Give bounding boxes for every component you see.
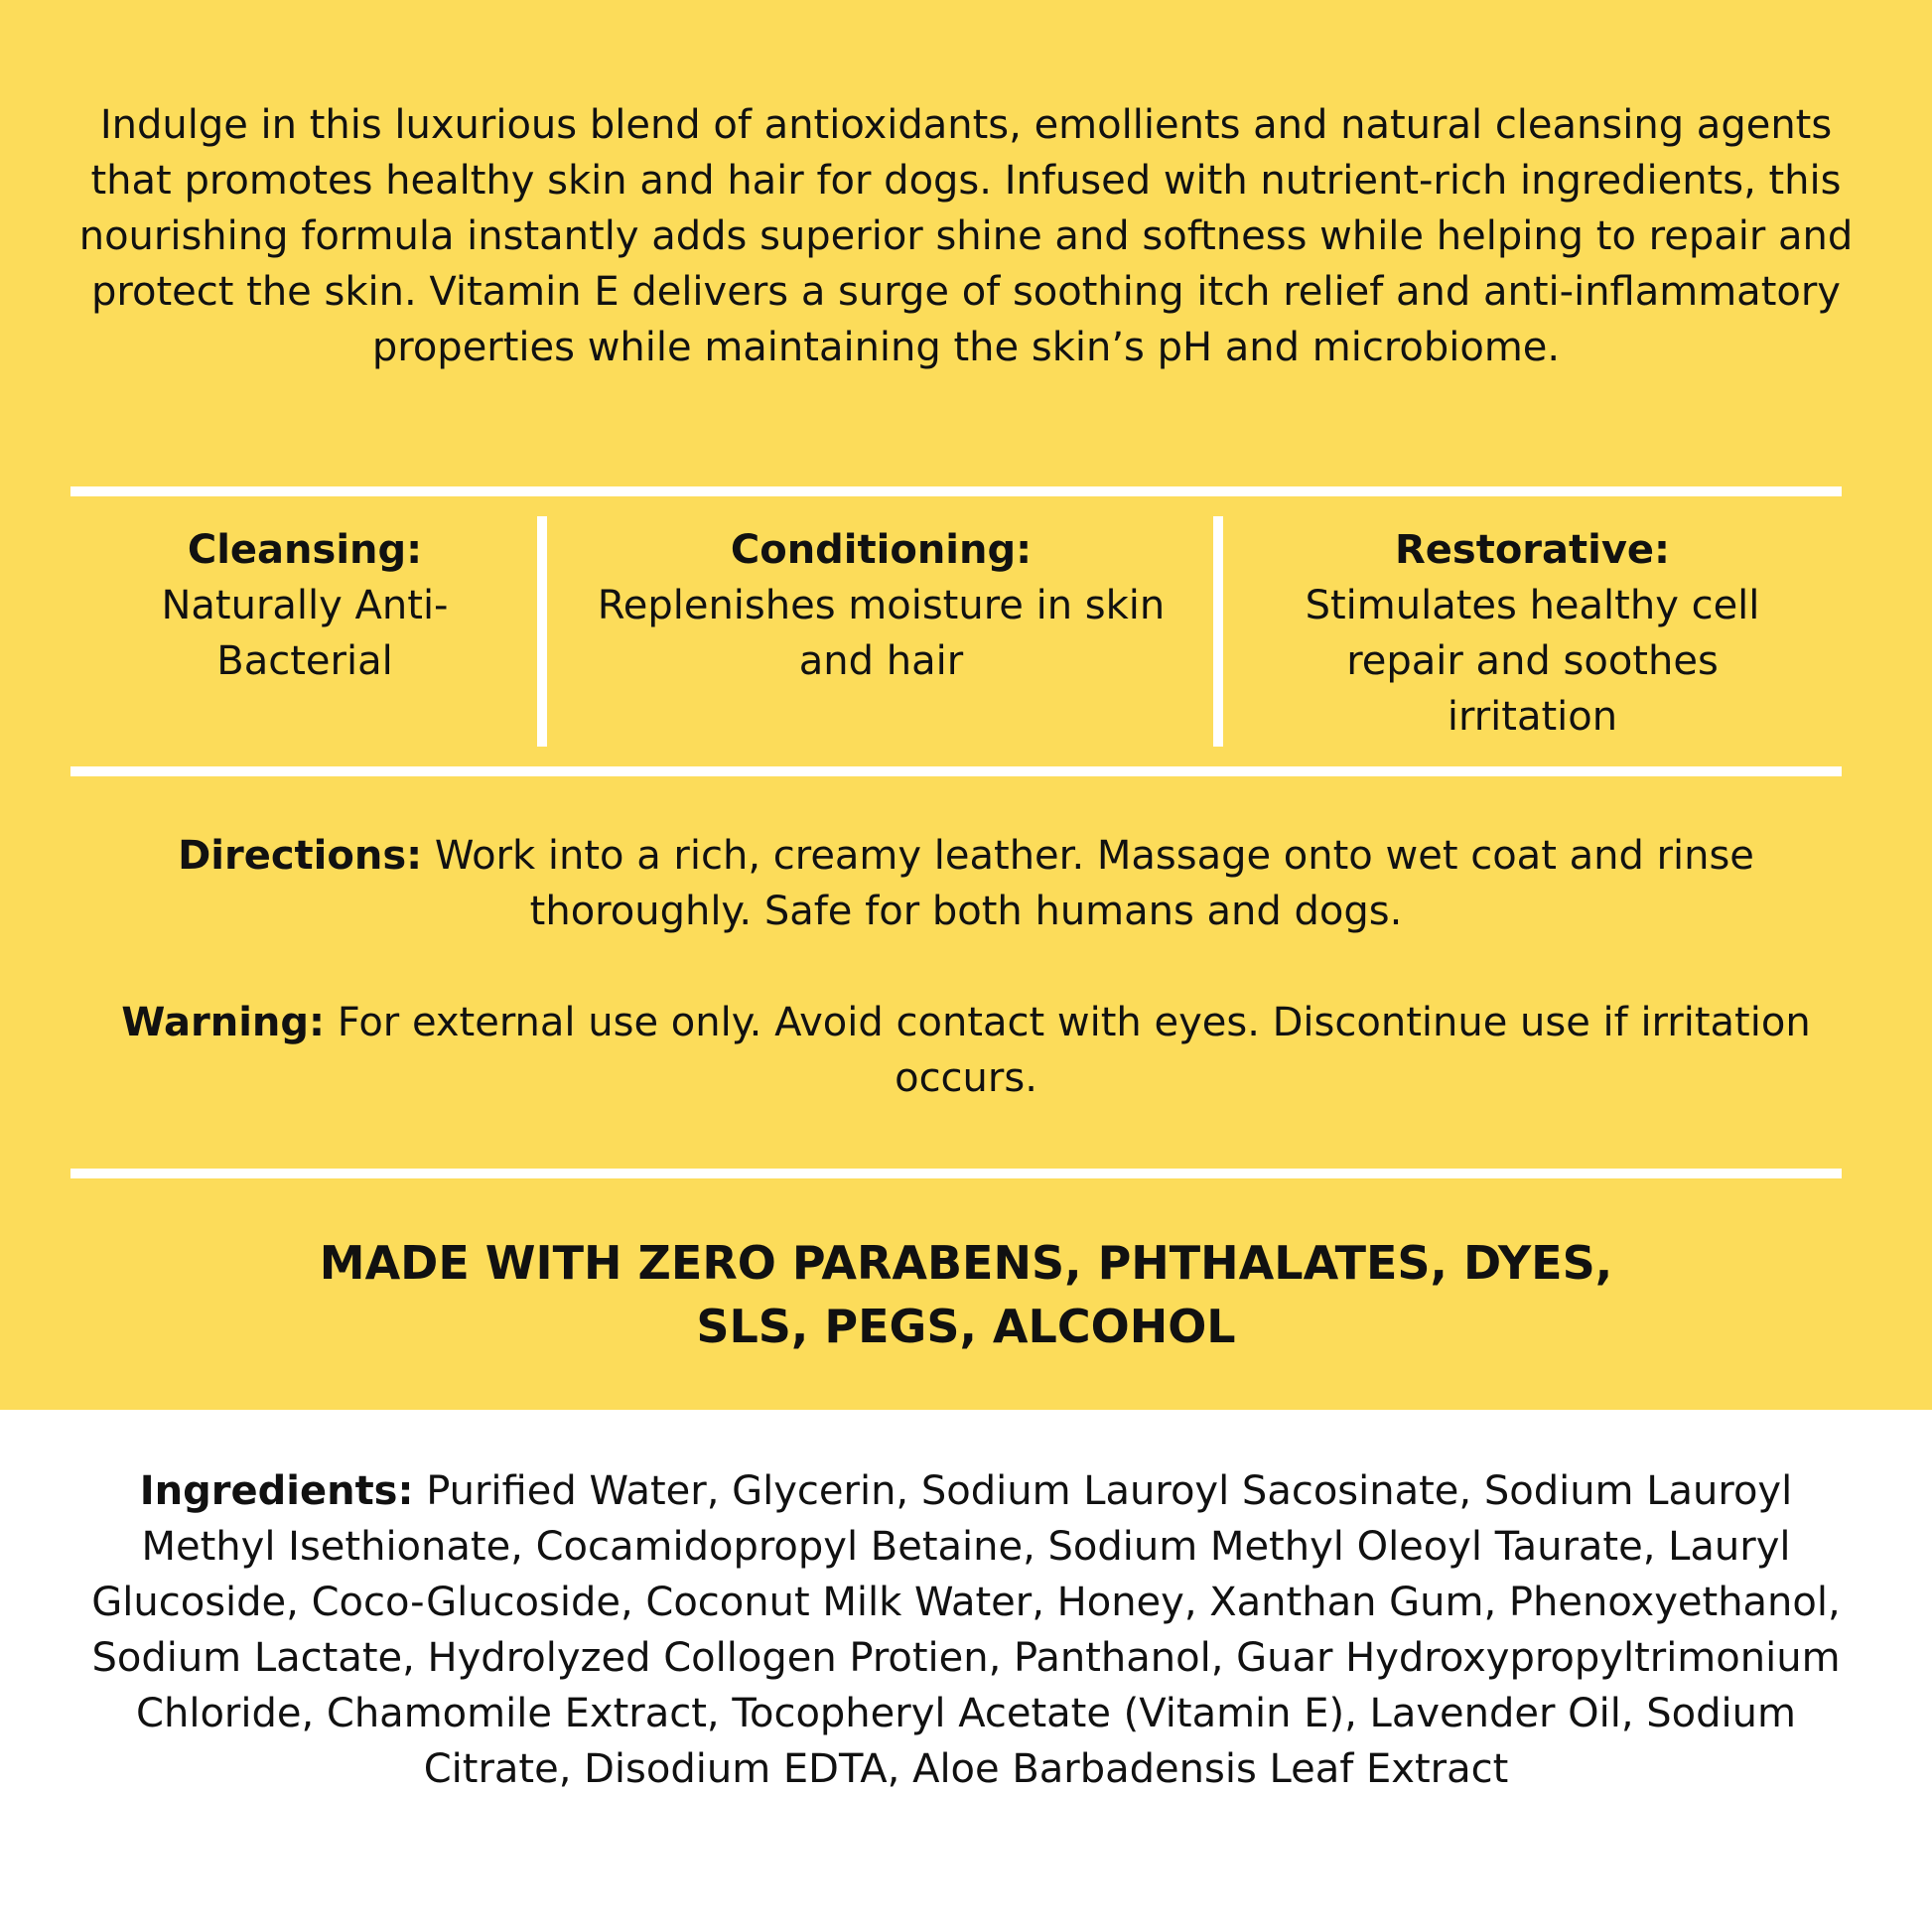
feature-description: Stimulates healthy cell repair and soothes irritation [1305,583,1760,740]
feature-description: Naturally Anti-Bacterial [161,583,449,684]
feature-restorative [1223,522,1842,745]
divider-top [70,486,1842,496]
feature-description: Replenishes moisture in skin and hair [597,583,1166,684]
directions-label: Directions: [178,833,423,879]
feature-divider-right [1213,516,1223,747]
feature-title: Cleansing: [187,527,423,573]
ingredients-text: Purified Water, Glycerin, Sodium Lauroyl Sacosinate, Sodium Lauroyl Methyl Isethionate, Cocamidopropyl Betaine, Sodium Methyl Oleoyl Taurate, Lauryl Glucoside, Coco-Glucoside, Coconut Milk Water, Honey, Xanthan Gum, Phenoxyethanol, Sodium Lactate, Hydrolyzed Collogen Protien, Panthanol, Guar Hydroxypropyltrimonium Chloride, Chamomile Extract, Tocopheryl Acetate (Vitamin E), Lavender Oil, Sodium Citrate, Disodium EDTA, Aloe Barbadensis Leaf Extract [91,1468,1841,1792]
warning-label: Warning: [121,1000,326,1045]
feature-conditioning [547,522,1215,689]
feature-divider-left [537,516,547,747]
warning-text: For external use only. Avoid contact with eyes. Discontinue use if irritation occurs. [325,1000,1811,1101]
directions-text: Work into a rich, creamy leather. Massage onto wet coat and rinse thoroughly. Safe for both humans and dogs. [422,833,1754,934]
warning [109,995,1823,1106]
divider-bottom [70,1169,1842,1178]
intro-paragraph: Indulge in this luxurious blend of antioxidants, emollients and natural cleansing agents that promotes healthy skin and hair for dogs. Infused with nutrient-rich ingredients, this nourishing formula instantly adds superior shine and softness while helping to repair and protect the skin. Vitamin E delivers a surge of soothing itch relief and anti-inflammatory properties while maintaining the skin’s pH and microbiome. [78,102,1854,370]
feature-title: Restorative: [1394,527,1671,573]
free-from-statement: MADE WITH ZERO PARABENS, PHTHALATES, DYES, SLS, PEGS, ALCOHOL [319,1236,1613,1353]
divider-middle [70,766,1842,776]
ingredients [89,1463,1843,1797]
ingredients-label: Ingredients: [139,1468,414,1514]
feature-cleansing [70,522,539,689]
feature-title: Conditioning: [730,527,1033,573]
directions [109,828,1823,939]
